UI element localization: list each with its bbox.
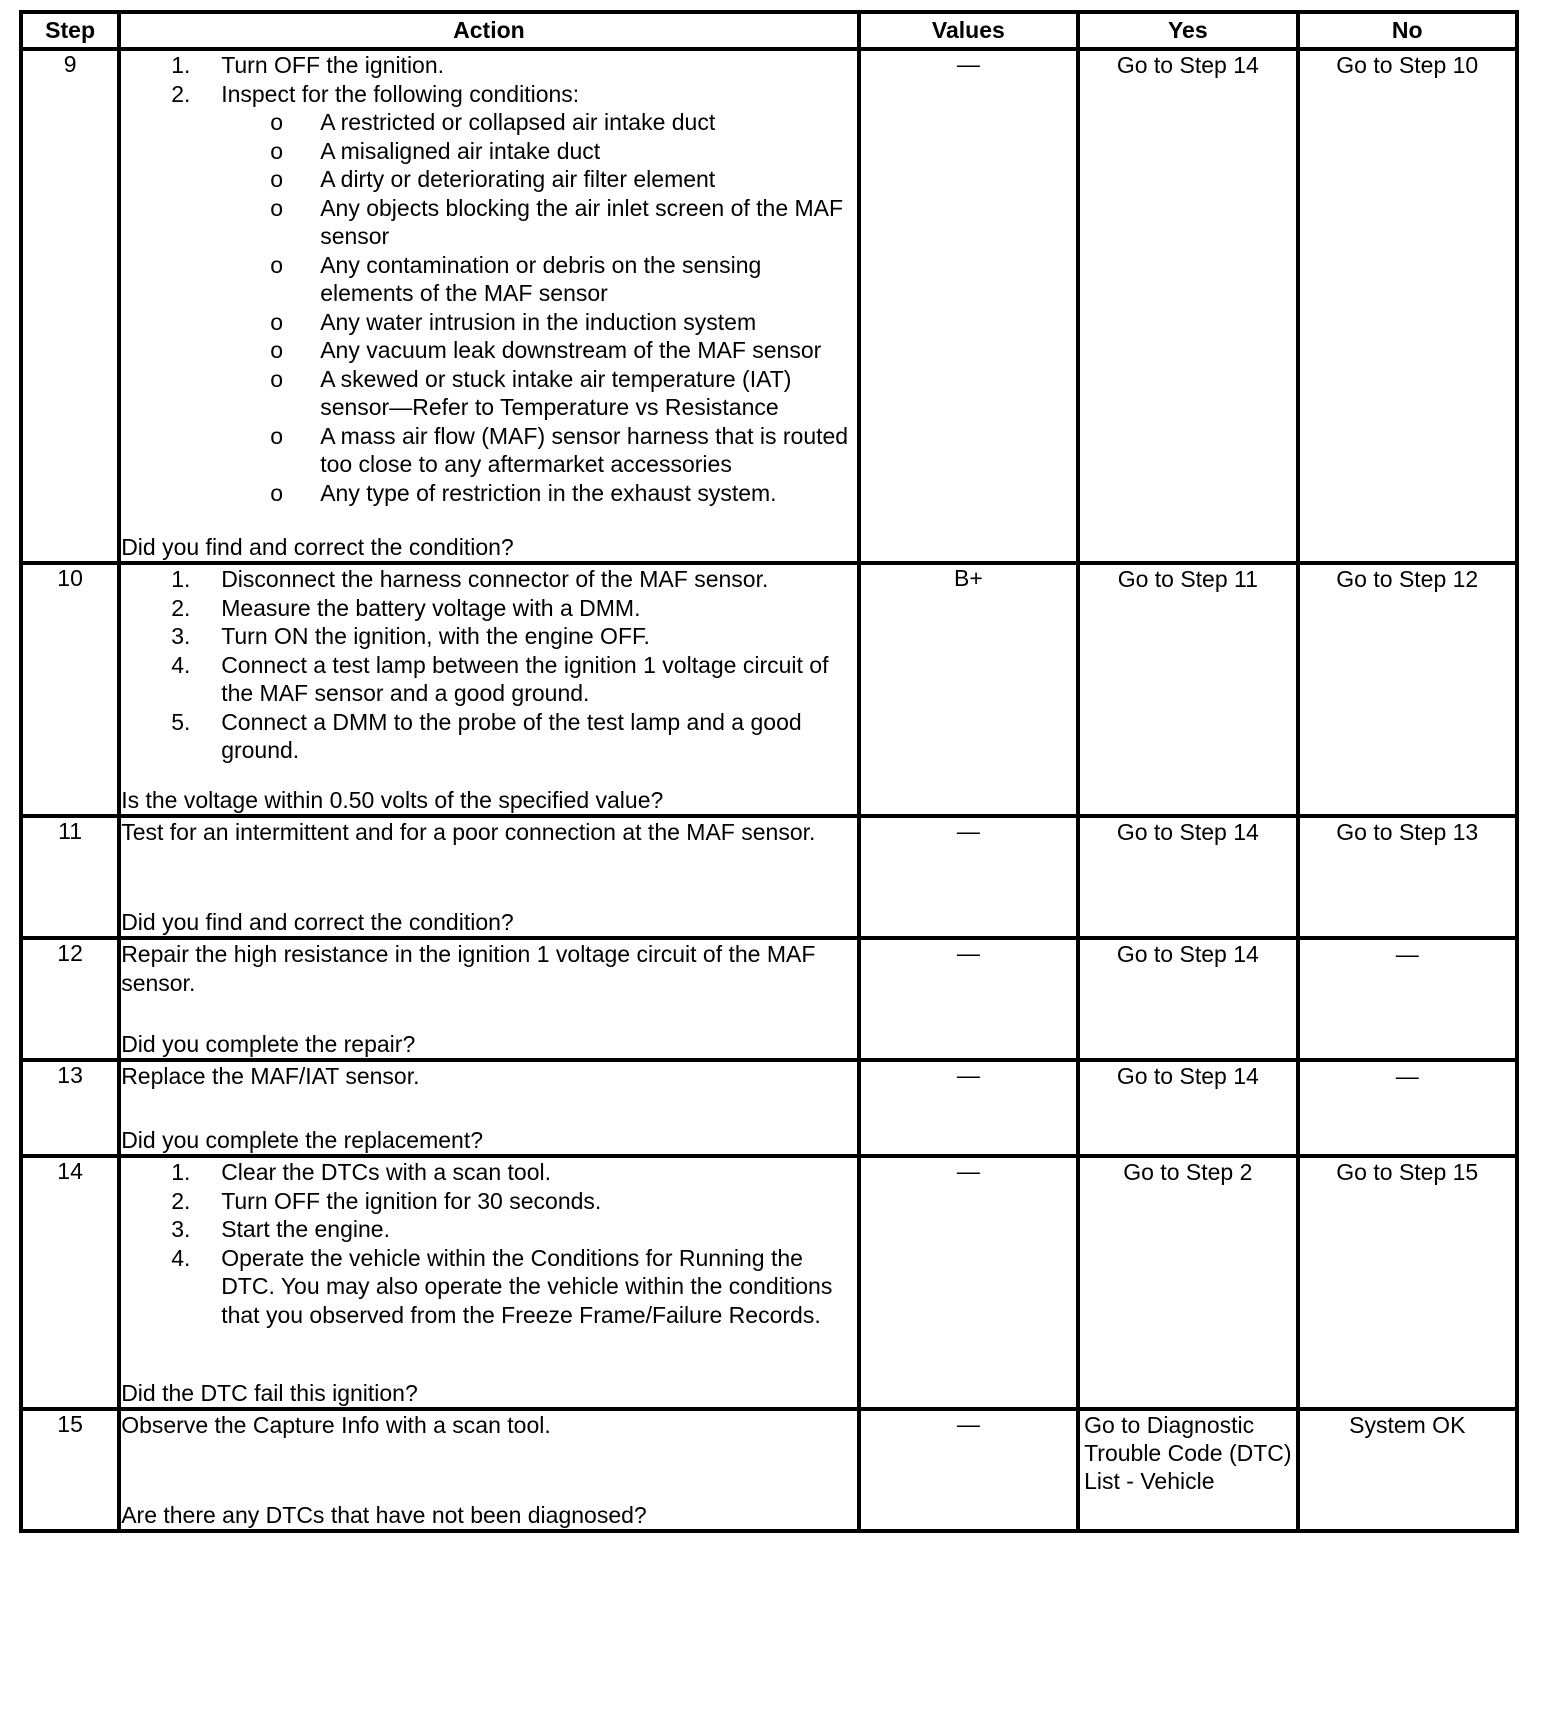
diagnostic-table-page <box>19 10 1519 1533</box>
condition-item: o A misaligned air intake duct <box>270 137 601 164</box>
action-text: Test for an intermittent and for a poor connection at the MAF sensor. <box>121 819 816 845</box>
action-question: Are there any DTCs that have not been diagnosed? <box>121 1501 647 1528</box>
action-question: Did the DTC fail this ignition? <box>121 1379 418 1406</box>
action-cell <box>119 49 858 563</box>
values-cell: — <box>859 1156 1078 1409</box>
action-step: 5. Connect a DMM to the probe of the test lamp and a good ground. <box>171 708 802 763</box>
condition-item: o A restricted or collapsed air intake duct <box>270 109 716 135</box>
step-number: 12 <box>21 938 119 1060</box>
no-cell: Go to Step 15 <box>1298 1156 1517 1409</box>
yes-cell: Go to Step 11 <box>1078 563 1297 816</box>
action-step: 2. Measure the battery voltage with a DMM. <box>171 594 641 621</box>
action-question: Did you complete the repair? <box>121 1030 416 1057</box>
yes-cell: Go to Step 2 <box>1078 1156 1297 1409</box>
action-steps <box>121 51 856 507</box>
no-cell: — <box>1298 1060 1517 1156</box>
yes-cell: Go to Diagnostic Trouble Code (DTC) List - Vehicle <box>1078 1409 1297 1531</box>
table-row-step-14 <box>21 1156 1517 1409</box>
condition-item: o A skewed or stuck intake air temperature (IAT) sensor—Refer to Temperature vs Resistance <box>270 365 792 420</box>
yes-cell: Go to Step 14 <box>1078 1060 1297 1156</box>
action-steps <box>121 565 856 765</box>
action-question: Did you find and correct the condition? <box>121 533 514 560</box>
table-row-step-11 <box>21 816 1517 938</box>
action-step: 2. Inspect for the following conditions: o A restricted or collapsed air intake duct o A misaligned air intake duct o A dirty or deteriorating air filter element o Any objects blocking the air inlet screen of the MAF sensor o Any contamination or debris on the sensing elements of the MAF sensor o Any water intrusion in the induction system o Any vacuum leak downstream of the MAF sensor o A skewed or stuck intake air temperature (IAT) sensor—Refer to Temperature vs Resistance o A mass air flow (MAF) sensor harness that is routed too close to any aftermarket accessories o Any type of restriction in the exhaust system. <box>171 80 856 508</box>
action-text: Repair the high resistance in the ignition 1 voltage circuit of the MAF sensor. <box>121 941 816 996</box>
action-cell <box>119 1409 858 1531</box>
condition-item: o A mass air flow (MAF) sensor harness that is routed too close to any aftermarket accessories <box>270 422 849 477</box>
header-yes: Yes <box>1078 12 1297 49</box>
action-text: Observe the Capture Info with a scan tool. <box>121 1412 551 1438</box>
step-number: 11 <box>21 816 119 938</box>
yes-cell: Go to Step 14 <box>1078 49 1297 563</box>
no-cell: Go to Step 13 <box>1298 816 1517 938</box>
values-cell: — <box>859 1409 1078 1531</box>
yes-cell: Go to Step 14 <box>1078 816 1297 938</box>
step-number: 15 <box>21 1409 119 1531</box>
step-number: 13 <box>21 1060 119 1156</box>
step-number: 14 <box>21 1156 119 1409</box>
step-number: 10 <box>21 563 119 816</box>
action-question: Did you complete the replacement? <box>121 1126 483 1153</box>
action-cell <box>119 938 858 1060</box>
action-steps <box>121 1158 856 1329</box>
action-cell <box>119 1060 858 1156</box>
table-row-step-10 <box>21 563 1517 816</box>
action-step: 1. Turn OFF the ignition. <box>171 52 445 78</box>
diagnostic-table <box>19 10 1519 1533</box>
header-no: No <box>1298 12 1517 49</box>
no-cell: System OK <box>1298 1409 1517 1531</box>
action-step: 4. Connect a test lamp between the ignition 1 voltage circuit of the MAF sensor and a good ground. <box>171 651 829 706</box>
step-number: 9 <box>21 49 119 563</box>
action-step: 1. Clear the DTCs with a scan tool. <box>171 1159 551 1185</box>
values-cell: — <box>859 816 1078 938</box>
action-step: 3. Turn ON the ignition, with the engine OFF. <box>171 623 650 649</box>
condition-item: o Any type of restriction in the exhaust system. <box>270 479 777 506</box>
table-row-step-13 <box>21 1060 1517 1156</box>
table-row-step-12 <box>21 938 1517 1060</box>
action-step: 1. Disconnect the harness connector of the MAF sensor. <box>171 566 769 592</box>
action-step: 4. Operate the vehicle within the Conditions for Running the DTC. You may also operate the vehicle within the conditions that you observed from the Freeze Frame/Failure Records. <box>171 1244 833 1328</box>
action-cell <box>119 1156 858 1409</box>
header-action: Action <box>119 12 858 49</box>
condition-item: o Any water intrusion in the induction system <box>270 308 757 335</box>
header-row <box>21 12 1517 49</box>
no-cell: Go to Step 10 <box>1298 49 1517 563</box>
action-step: 3. Start the engine. <box>171 1216 390 1242</box>
action-step: 2. Turn OFF the ignition for 30 seconds. <box>171 1187 602 1214</box>
values-cell: B+ <box>859 563 1078 816</box>
header-step: Step <box>21 12 119 49</box>
yes-cell: Go to Step 14 <box>1078 938 1297 1060</box>
header-values: Values <box>859 12 1078 49</box>
no-cell: Go to Step 12 <box>1298 563 1517 816</box>
condition-item: o Any objects blocking the air inlet screen of the MAF sensor <box>270 194 844 249</box>
table-row-step-15 <box>21 1409 1517 1531</box>
condition-item: o Any contamination or debris on the sensing elements of the MAF sensor <box>270 251 762 306</box>
action-question: Is the voltage within 0.50 volts of the specified value? <box>121 786 664 813</box>
action-cell <box>119 563 858 816</box>
condition-item: o A dirty or deteriorating air filter element <box>270 166 716 192</box>
values-cell: — <box>859 938 1078 1060</box>
values-cell: — <box>859 49 1078 563</box>
action-text: Replace the MAF/IAT sensor. <box>121 1063 420 1089</box>
condition-list <box>221 108 856 507</box>
table-row-step-9 <box>21 49 1517 563</box>
no-cell: — <box>1298 938 1517 1060</box>
action-cell <box>119 816 858 938</box>
action-question: Did you find and correct the condition? <box>121 908 514 935</box>
condition-item: o Any vacuum leak downstream of the MAF sensor <box>270 337 822 363</box>
values-cell: — <box>859 1060 1078 1156</box>
